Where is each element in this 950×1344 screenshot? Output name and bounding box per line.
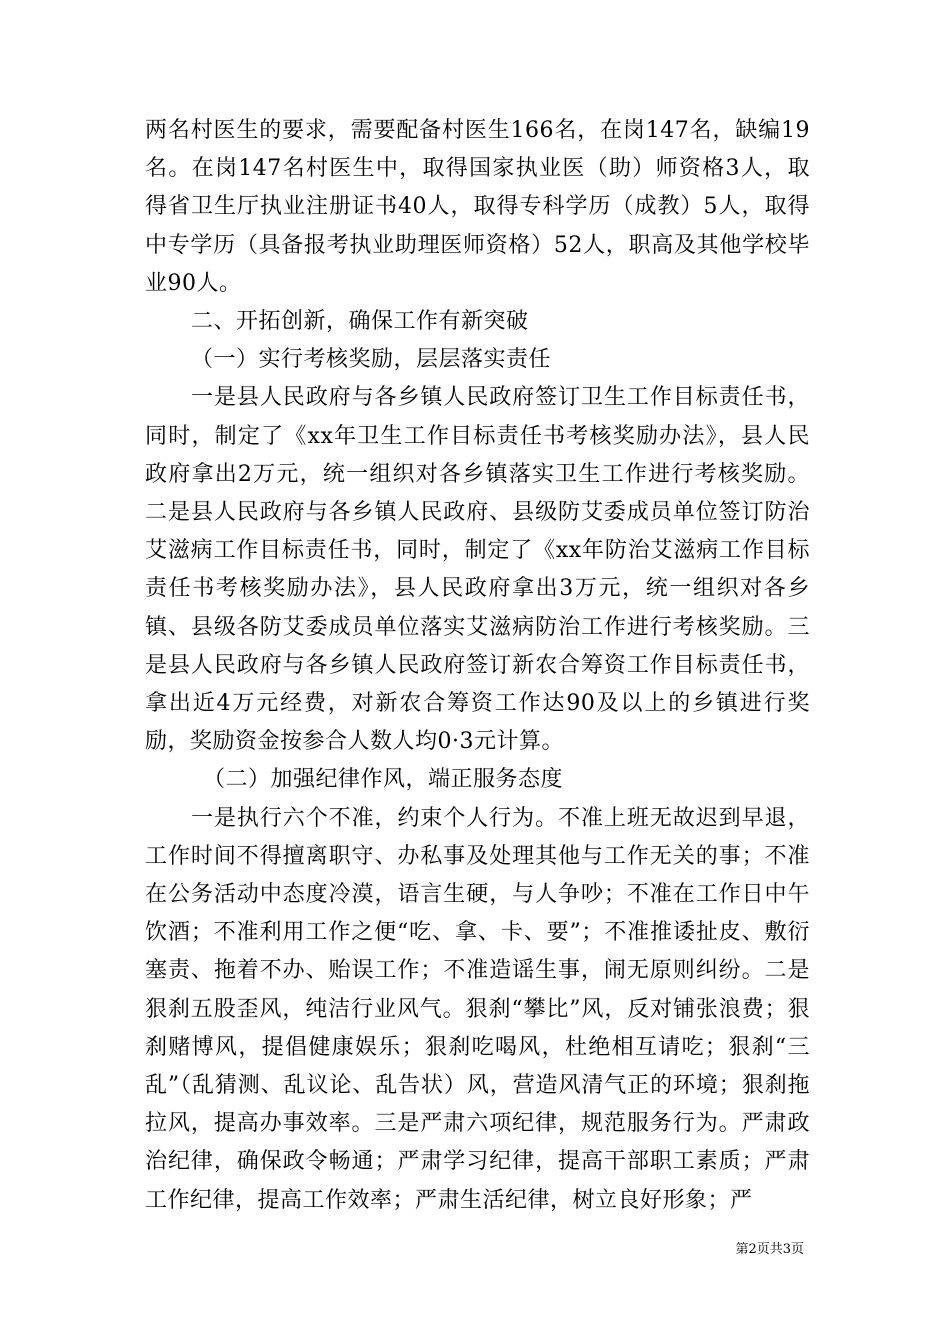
section-heading-innovation: 二、开拓创新，确保工作有新突破 (191, 309, 529, 335)
document-body (145, 112, 810, 1220)
subsection-heading-discipline: （二）加强纪律作风，端正服务态度 (203, 767, 564, 793)
paragraph-discipline-rules: 一是执行六个不准，约束个人行为。不准上班无故迟到早退，工作时间不得擅离职守、办私事及处理其他与工作无关的事；不准在公务活动中态度冷漠，语言生硬，与人争吵；不准在工作日中午饮酒；不准利用工作之便“吃、拿、卡、要”；不准推诿扯皮、敷衍塞责、拖着不办、贻误工作；不准造谣生事，闹无原则纠纷。二是狠刹五股歪风，纯洁行业风气。狠刹“攀比”风，反对铺张浪费；狠刹赌博风，提倡健康娱乐；狠刹吃喝风，杜绝相互请吃；狠刹“三乱”（乱猜测、乱议论、乱告状）风，营造风清气正的环境；狠刹拖拉风，提高办事效率。三是严肃六项纪律，规范服务行为。严肃政治纪律，确保政令畅通；严肃学习纪律，提高干部职工素质；严肃工作纪律，提高工作效率；严肃生活纪律，树立良好形象；严 (145, 805, 810, 1213)
paragraph-staff-statistics: 两名村医生的要求，需要配备村医生166名，在岗147名，缺编19名。在岗147名村医生中，取得国家执业医（助）师资格3人，取得省卫生厅执业注册证书40人，取得专科学历（成教）5人，取得中专学历（具备报考执业助理医师资格）52人，职高及其他学校毕业90人。 (145, 118, 810, 296)
page-number-footer: 第2页共3页 (735, 1242, 804, 1257)
subsection-heading-assessment: （一）实行考核奖励，层层落实责任 (191, 347, 552, 373)
paragraph-assessment-rewards: 一是县人民政府与各乡镇人民政府签订卫生工作目标责任书，同时，制定了《xx年卫生工作目标责任书考核奖励办法》，县人民政府拿出2万元，统一组织对各乡镇落实卫生工作进行考核奖励。二是县人民政府与各乡镇人民政府、县级防艾委成员单位签订防治艾滋病工作目标责任书，同时，制定了《xx年防治艾滋病工作目标责任书考核奖励办法》，县人民政府拿出3万元，统一组织对各乡镇、县级各防艾委成员单位落实艾滋病防治工作进行考核奖励。三是县人民政府与各乡镇人民政府签订新农合筹资工作目标责任书，拿出近4万元经费，对新农合筹资工作达90及以上的乡镇进行奖励，奖励资金按参合人数人均0·3元计算。 (145, 385, 810, 755)
